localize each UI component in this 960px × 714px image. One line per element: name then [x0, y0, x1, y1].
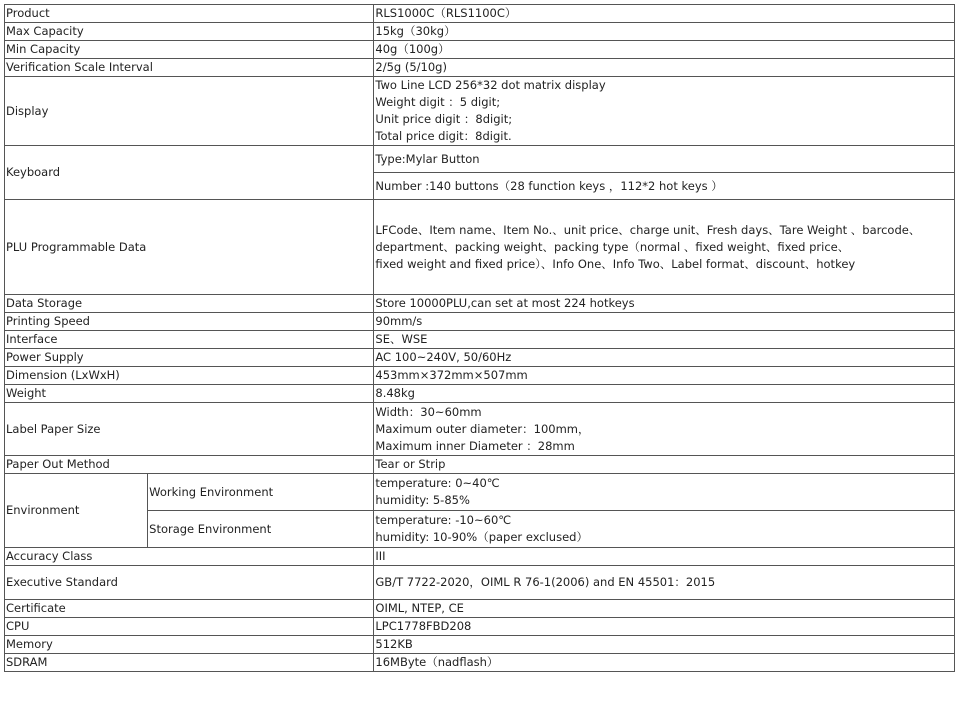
row-label: PLU Programmable Data	[5, 200, 374, 295]
table-row-memory	[5, 636, 955, 654]
row-value: Type:Mylar Button	[374, 146, 955, 173]
row-value: Store 10000PLU,can set at most 224 hotkeys	[374, 295, 955, 313]
table-row-printing-speed	[5, 313, 955, 331]
row-label: Accuracy Class	[5, 548, 374, 566]
row-value: 512KB	[374, 636, 955, 654]
working-env-line: temperature: 0~40℃	[375, 476, 500, 490]
row-value	[374, 200, 955, 295]
row-value: 453mm×372mm×507mm	[374, 367, 955, 385]
table-row-product	[5, 5, 955, 23]
row-label: CPU	[5, 618, 374, 636]
row-value: 16MByte（nadflash）	[374, 654, 955, 672]
row-sublabel: Working Environment	[148, 474, 374, 511]
display-line: Unit price digit ：8digit;	[375, 112, 513, 126]
table-row-standard	[5, 566, 955, 600]
table-row-data-storage	[5, 295, 955, 313]
storage-env-line: temperature: -10~60℃	[375, 513, 512, 527]
table-row-accuracy	[5, 548, 955, 566]
row-label: Paper Out Method	[5, 456, 374, 474]
row-value	[374, 511, 955, 548]
row-label: Interface	[5, 331, 374, 349]
row-label: Power Supply	[5, 349, 374, 367]
display-line: Total price digit：8digit.	[375, 129, 512, 143]
row-value: 90mm/s	[374, 313, 955, 331]
row-value: OIML, NTEP, CE	[374, 600, 955, 618]
table-row-display	[5, 77, 955, 146]
table-row-cpu	[5, 618, 955, 636]
row-label: SDRAM	[5, 654, 374, 672]
display-line: Two Line LCD 256*32 dot matrix display	[375, 78, 606, 92]
row-value: Number :140 buttons（28 function keys ，112*2 hot keys ）	[374, 173, 955, 200]
row-label: Certificate	[5, 600, 374, 618]
table-row-weight	[5, 385, 955, 403]
storage-env-line: humidity: 10-90%（paper exclused）	[375, 530, 588, 544]
table-row-label-paper	[5, 403, 955, 456]
table-row-keyboard-type	[5, 146, 955, 173]
row-label: Label Paper Size	[5, 403, 374, 456]
row-value: 15kg（30kg）	[374, 23, 955, 41]
label-paper-line: Maximum outer diameter：100mm，	[375, 421, 590, 436]
table-row-min-capacity	[5, 41, 955, 59]
table-row-plu	[5, 200, 955, 295]
label-paper-line: Maximum inner Diameter ：28mm	[375, 438, 575, 453]
table-row-interface	[5, 331, 955, 349]
row-label: Dimension (LxWxH)	[5, 367, 374, 385]
row-value: RLS1000C（RLS1100C）	[374, 5, 955, 23]
row-label: Max Capacity	[5, 23, 374, 41]
row-label: Keyboard	[5, 146, 374, 200]
table-row-verification	[5, 59, 955, 77]
table-row-max-capacity	[5, 23, 955, 41]
row-value: 2/5g (5/10g)	[374, 59, 955, 77]
row-value: LPC1778FBD208	[374, 618, 955, 636]
table-row-environment-storage	[5, 511, 955, 548]
working-env-line: humidity: 5-85%	[375, 493, 470, 507]
table-row-dimension	[5, 367, 955, 385]
table-row-sdram	[5, 654, 955, 672]
row-value: III	[374, 548, 955, 566]
label-paper-line: Width：30~60mm	[375, 404, 482, 419]
row-label: Environment	[5, 474, 148, 548]
row-value: Tear or Strip	[374, 456, 955, 474]
table-row-certificate	[5, 600, 955, 618]
row-value: 40g（100g）	[374, 41, 955, 59]
row-label: Printing Speed	[5, 313, 374, 331]
row-label: Product	[5, 5, 374, 23]
row-label: Data Storage	[5, 295, 374, 313]
row-value: SE、WSE	[374, 331, 955, 349]
row-label: Verification Scale Interval	[5, 59, 374, 77]
row-sublabel: Storage Environment	[148, 511, 374, 548]
row-value: 8.48kg	[374, 385, 955, 403]
row-label: Display	[5, 77, 374, 146]
table-row-paper-out	[5, 456, 955, 474]
row-value	[374, 77, 955, 146]
plu-line: department、packing weight、packing type（normal 、fixed weight、fixed price、	[375, 239, 850, 254]
row-value	[374, 474, 955, 511]
spec-table	[4, 4, 955, 672]
plu-line: LFCode、Item name、Item No.、unit price、charge unit、Fresh days、Tare Weight 、barcode、	[375, 222, 921, 237]
table-row-power-supply	[5, 349, 955, 367]
row-label: Memory	[5, 636, 374, 654]
row-value	[374, 403, 955, 456]
row-value: GB/T 7722-2020，OIML R 76-1(2006) and EN 45501：2015	[374, 566, 955, 600]
row-label: Min Capacity	[5, 41, 374, 59]
table-row-environment-working	[5, 474, 955, 511]
display-line: Weight digit ：5 digit;	[375, 95, 501, 109]
row-value: AC 100~240V, 50/60Hz	[374, 349, 955, 367]
row-label: Executive Standard	[5, 566, 374, 600]
plu-line: fixed weight and fixed price）、Info One、Info Two、Label format、discount、hotkey	[375, 256, 856, 271]
row-label: Weight	[5, 385, 374, 403]
